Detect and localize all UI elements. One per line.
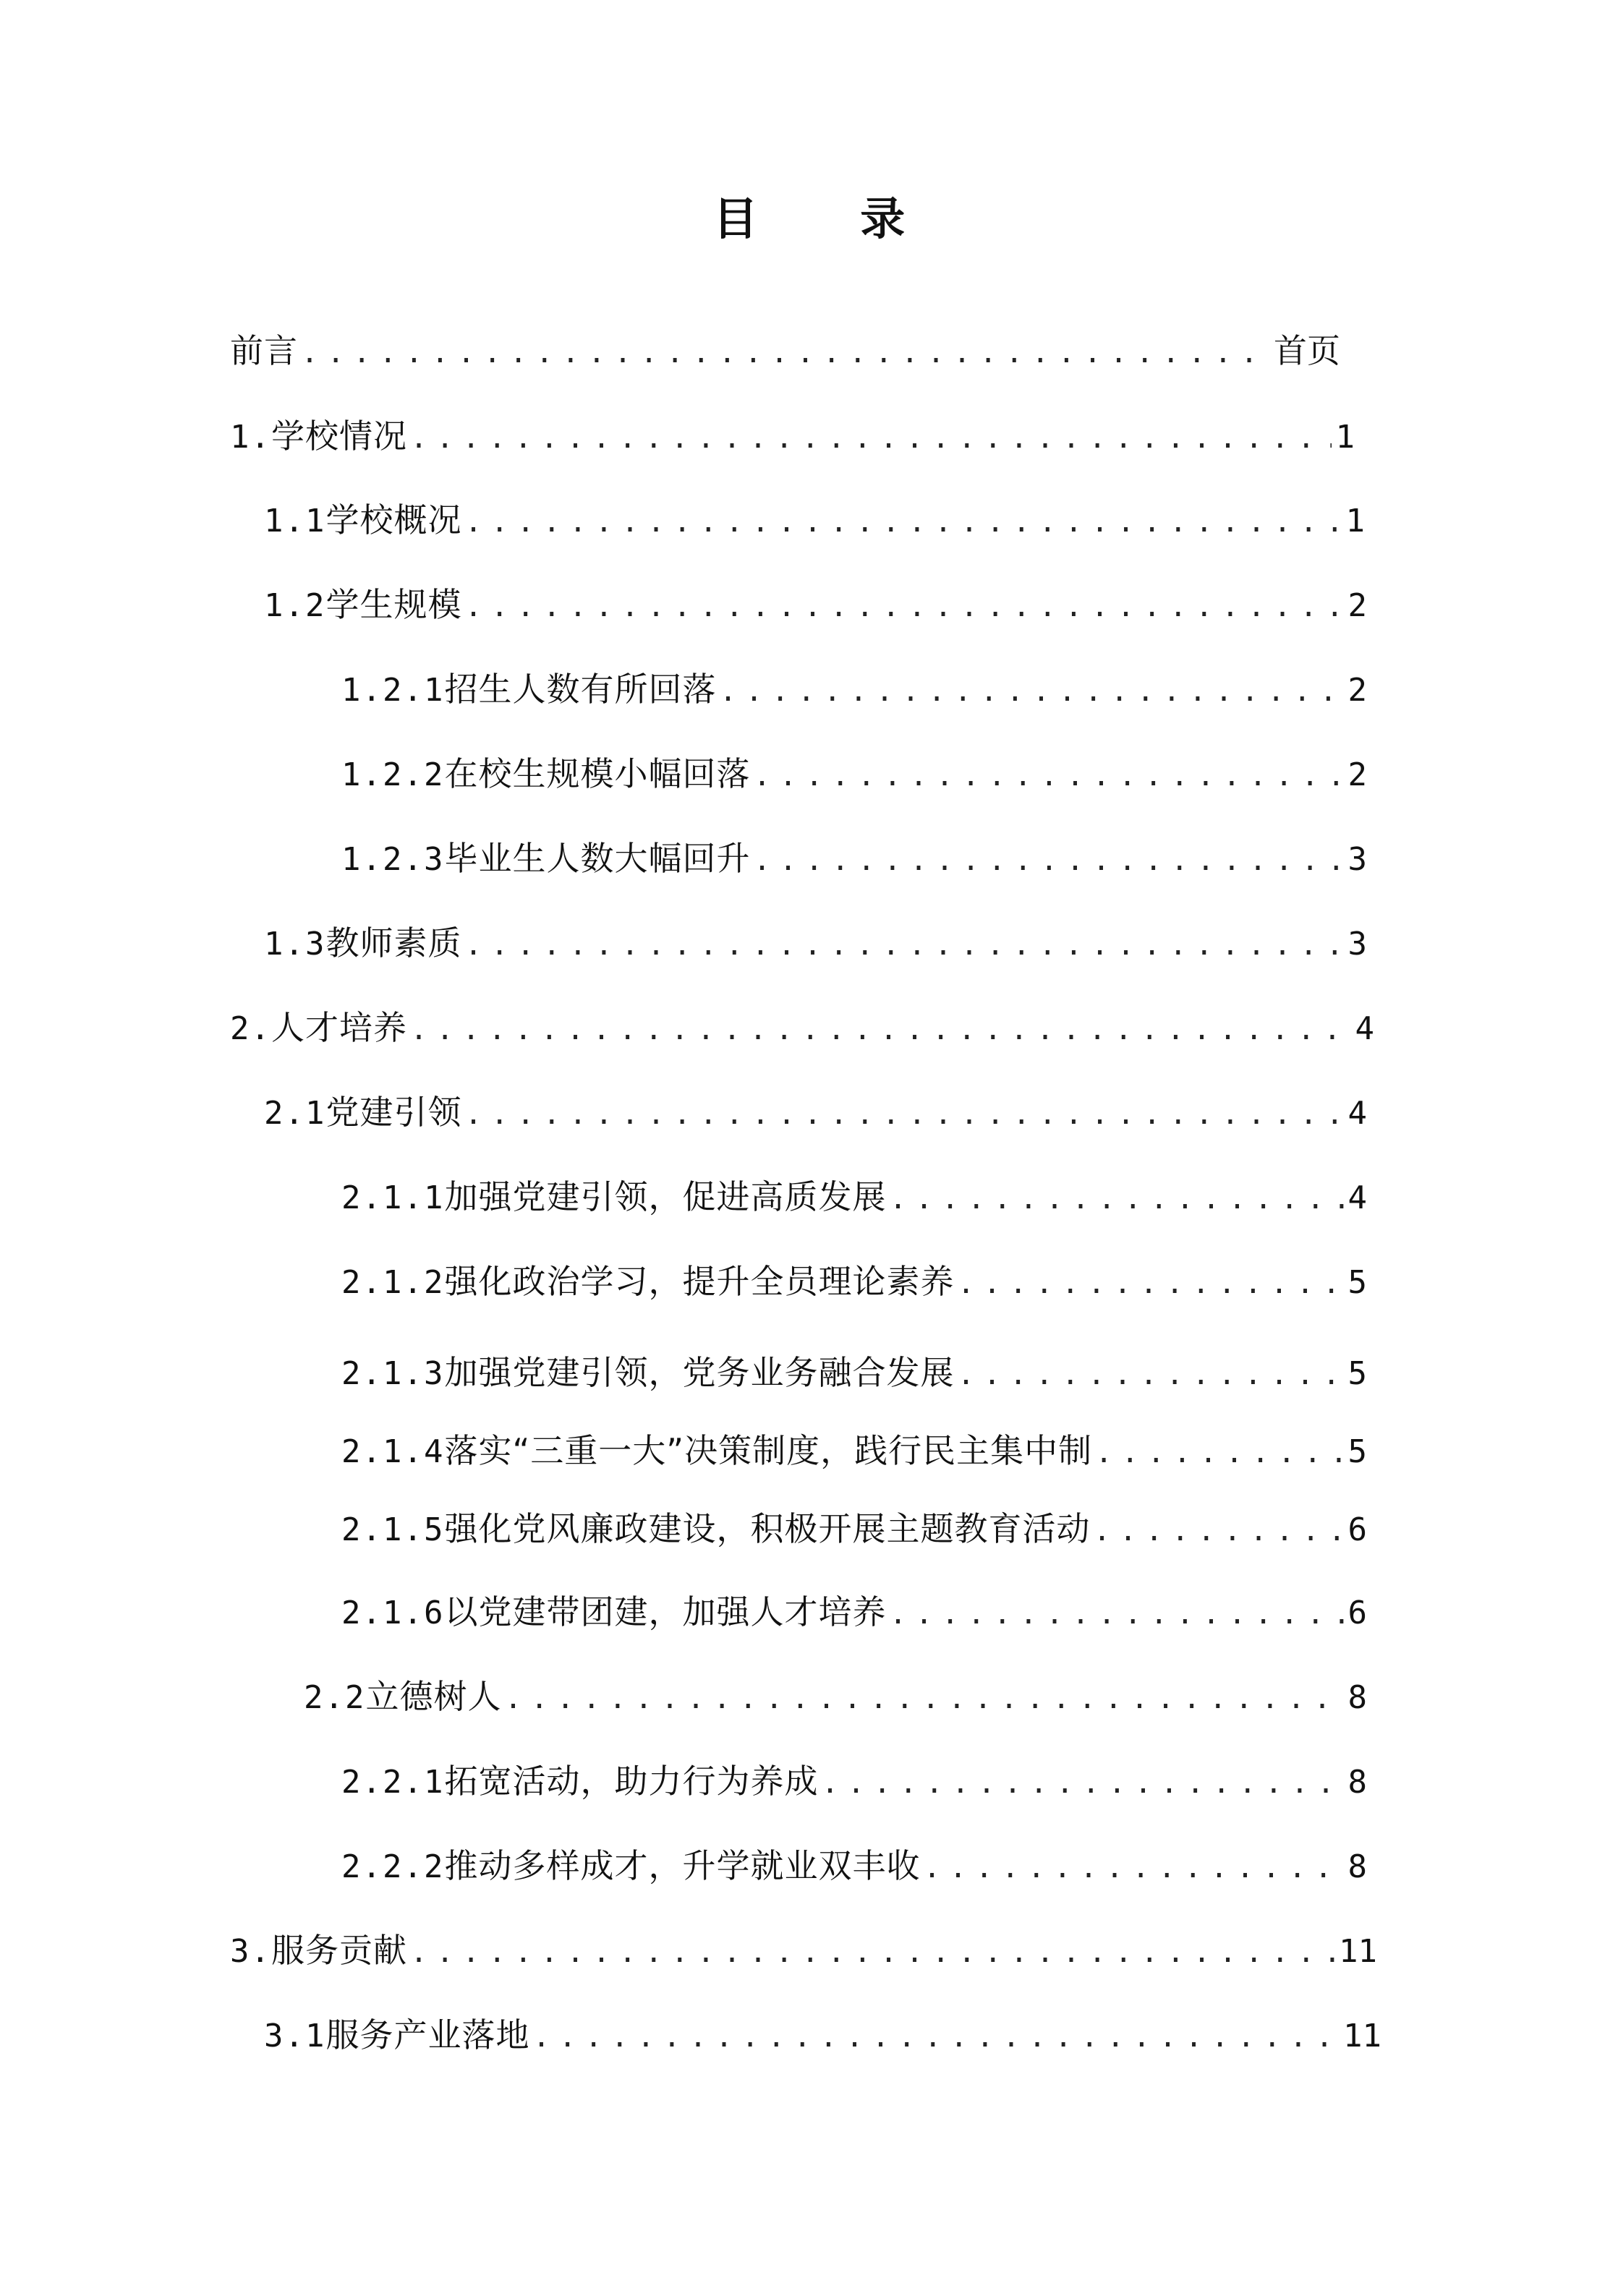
toc-entry-title: 加强党建引领，党务业务融合发展	[444, 1353, 955, 1392]
dot-leader	[410, 1008, 1351, 1051]
toc-entry-page: 8	[1347, 1679, 1367, 1716]
dot-leader	[504, 1677, 1343, 1720]
toc-entry-page: 8	[1347, 1764, 1367, 1801]
toc-entry-number: 2.2	[304, 1679, 366, 1716]
toc-entry-number: 1.2.3	[341, 841, 445, 878]
toc-entry-title: 学校情况	[271, 417, 407, 456]
toc-entry-page: 5	[1347, 1433, 1367, 1470]
toc-entry-page: 4	[1355, 1010, 1374, 1047]
dot-leader	[532, 2015, 1339, 2059]
toc-entry-number: 1.3	[264, 926, 326, 963]
toc-entry-2-1-6[interactable]	[341, 1590, 1367, 1636]
toc-entry-number: 3.1	[264, 2018, 326, 2054]
dot-leader	[889, 1177, 1343, 1221]
toc-entry-page: 4	[1347, 1179, 1367, 1216]
toc-entry-1-2-2[interactable]	[341, 752, 1367, 798]
toc-entry-page: 3	[1347, 841, 1367, 878]
toc-entry-page: 1	[1335, 419, 1355, 456]
toc-entry-2-1-1[interactable]	[341, 1175, 1367, 1221]
toc-entry-number: 2.1.1	[341, 1179, 445, 1216]
toc-entry-page: 3	[1347, 926, 1367, 963]
dot-leader	[923, 1846, 1343, 1890]
toc-entry-3[interactable]	[230, 1929, 1377, 1974]
dot-leader	[889, 1592, 1343, 1636]
toc-entry-page: 2	[1347, 756, 1367, 793]
toc-entry-number: 1.	[230, 419, 271, 456]
toc-entry-1-3[interactable]	[264, 921, 1367, 967]
dot-leader	[464, 585, 1343, 628]
toc-entry-2-1-2[interactable]	[341, 1260, 1367, 1305]
toc-entry-page: 2	[1347, 672, 1367, 709]
toc-entry-2-1-3[interactable]	[341, 1351, 1367, 1396]
toc-entry-number: 2.1	[264, 1095, 326, 1132]
toc-entry-title: 前言	[230, 331, 298, 370]
toc-entry-title: 以党建带团建，加强人才培养	[444, 1592, 887, 1631]
toc-entry-title: 服务产业落地	[325, 2015, 530, 2054]
toc-title: 目 录	[712, 192, 949, 245]
toc-entry-number: 2.1.6	[341, 1595, 445, 1631]
toc-entry-page: 5	[1347, 1355, 1367, 1392]
toc-entry-number: 1.2.1	[341, 672, 445, 709]
toc-entry-page: 1	[1345, 503, 1365, 539]
toc-entry-number: 2.1.5	[341, 1511, 445, 1548]
dot-leader	[753, 839, 1343, 882]
toc-entry-2-1[interactable]	[264, 1091, 1367, 1136]
toc-entry-number: 1.2	[264, 587, 326, 624]
toc-entry-number: 2.1.3	[341, 1355, 445, 1392]
toc-entry-title: 推动多样成才，升学就业双丰收	[444, 1846, 921, 1885]
toc-entry-1-2-1[interactable]	[341, 667, 1367, 713]
toc-entry-number: 2.	[230, 1010, 271, 1047]
toc-entry-page: 首页	[1274, 331, 1340, 370]
toc-entry-number: 2.1.4	[341, 1433, 445, 1470]
dot-leader	[753, 754, 1343, 798]
dot-leader	[410, 1931, 1334, 1974]
toc-entry-title: 在校生规模小幅回落	[444, 754, 751, 793]
toc-entry-2-2-1[interactable]	[341, 1759, 1367, 1805]
toc-entry-page: 4	[1347, 1095, 1367, 1132]
dot-leader	[821, 1762, 1343, 1805]
toc-entry-page: 11	[1343, 2018, 1381, 2054]
dot-leader	[719, 670, 1343, 713]
toc-entry-title: 招生人数有所回落	[444, 670, 717, 709]
toc-entry-2-2[interactable]	[304, 1675, 1367, 1720]
toc-entry-2[interactable]	[230, 1006, 1374, 1051]
toc-entry-number: 2.2.1	[341, 1764, 445, 1801]
toc-entry-page: 11	[1339, 1933, 1377, 1970]
toc-entry-title: 学校概况	[325, 500, 462, 539]
dot-leader	[957, 1262, 1343, 1305]
toc-entry-2-1-5[interactable]	[341, 1507, 1367, 1553]
toc-entry-page: 2	[1347, 587, 1367, 624]
toc-entry-title: 强化党风廉政建设，积极开展主题教育活动	[444, 1509, 1091, 1548]
toc-entry-title: 服务贡献	[271, 1931, 407, 1970]
dot-leader	[410, 417, 1332, 460]
dot-leader	[301, 331, 1269, 375]
toc-entry-1-2-3[interactable]	[341, 837, 1367, 882]
toc-entry-title: 毕业生人数大幅回升	[444, 839, 751, 878]
toc-entry-title: 强化政治学习，提升全员理论素养	[444, 1262, 955, 1301]
dot-leader	[464, 1093, 1343, 1136]
toc-entry-1[interactable]	[230, 414, 1355, 460]
toc-entry-number: 2.1.2	[341, 1264, 445, 1301]
toc-entry-preface[interactable]	[230, 329, 1340, 375]
toc-entry-title: 教师素质	[325, 923, 462, 963]
dot-leader	[1095, 1431, 1343, 1475]
toc-entry-number: 1.1	[264, 503, 326, 539]
toc-entry-title: 学生规模	[325, 585, 462, 624]
toc-entry-number: 1.2.2	[341, 756, 445, 793]
dot-leader	[464, 500, 1341, 544]
dot-leader	[957, 1353, 1343, 1396]
toc-entry-page: 6	[1347, 1511, 1367, 1548]
toc-entry-title: 加强党建引领，促进高质发展	[444, 1177, 887, 1216]
toc-entry-number: 3.	[230, 1933, 271, 1970]
toc-entry-page: 5	[1347, 1264, 1367, 1301]
toc-entry-title: 拓宽活动，助力行为养成	[444, 1762, 819, 1801]
toc-entry-2-1-4[interactable]	[341, 1429, 1367, 1475]
toc-entry-title: 立德树人	[365, 1677, 502, 1716]
toc-entry-1-1[interactable]	[264, 498, 1365, 544]
dot-leader	[464, 923, 1343, 967]
toc-entry-page: 8	[1347, 1848, 1367, 1885]
toc-entry-page: 6	[1347, 1595, 1367, 1631]
toc-entry-title: 党建引领	[325, 1093, 462, 1132]
toc-entry-2-2-2[interactable]	[341, 1844, 1367, 1890]
toc-entry-1-2[interactable]	[264, 583, 1367, 628]
dot-leader	[1093, 1509, 1343, 1553]
toc-entry-title: 落实“三重一大”决策制度，践行民主集中制	[444, 1431, 1093, 1470]
toc-entry-title: 人才培养	[271, 1008, 407, 1047]
toc-entry-number: 2.2.2	[341, 1848, 445, 1885]
toc-entry-3-1[interactable]	[264, 2013, 1381, 2059]
